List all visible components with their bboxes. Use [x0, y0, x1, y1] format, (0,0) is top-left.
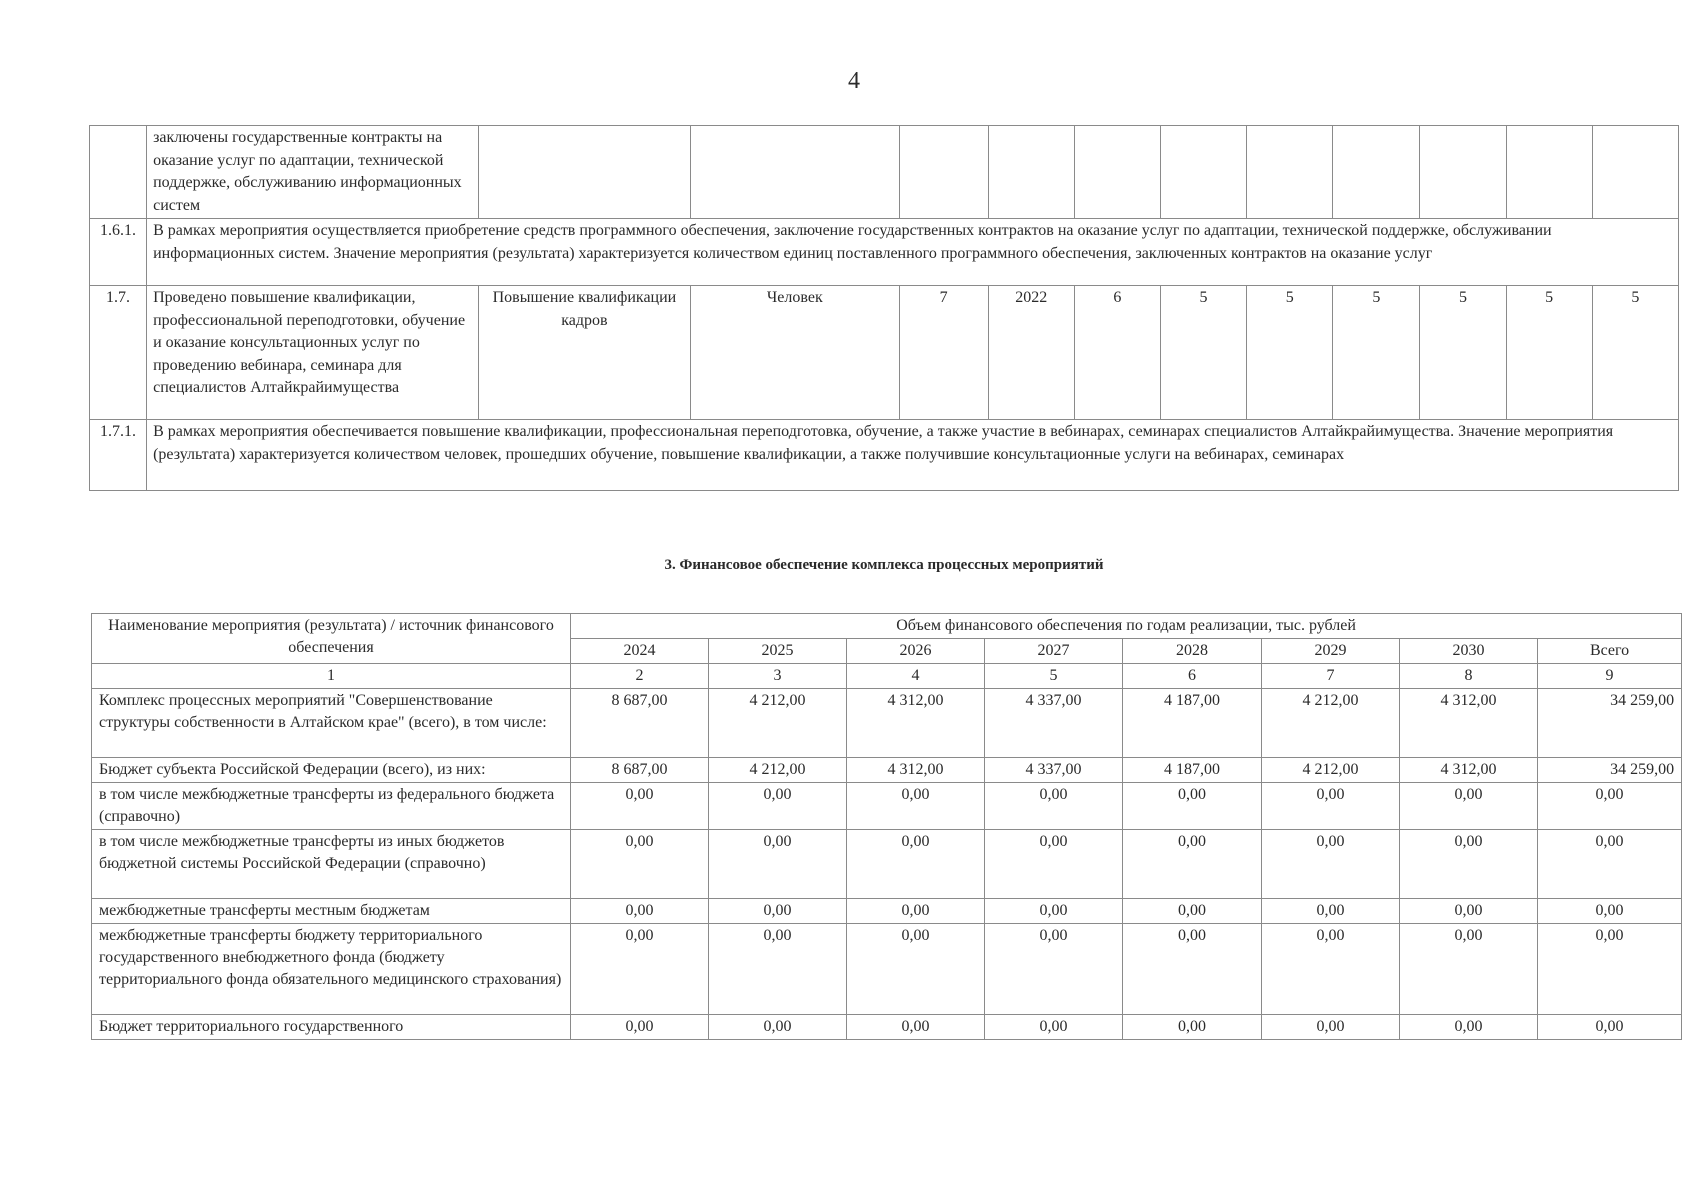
value-cell: 0,00 — [571, 830, 709, 899]
year-header: 2025 — [709, 639, 847, 664]
value-cell: 0,00 — [1123, 783, 1262, 830]
value-cell: 0,00 — [571, 783, 709, 830]
total-cell: 0,00 — [1538, 899, 1682, 924]
table-row — [92, 899, 1682, 924]
value-cell: 0,00 — [1123, 830, 1262, 899]
value-cell: 0,00 — [1400, 899, 1538, 924]
base-value: 7 — [899, 286, 988, 420]
table-row — [90, 219, 1679, 286]
row-name: межбюджетные трансферты местным бюджетам — [92, 899, 571, 924]
value-cell: 8 687,00 — [571, 689, 709, 758]
value-cell: 0,00 — [1400, 830, 1538, 899]
value-cell: 0,00 — [847, 830, 985, 899]
value-cell: 4 212,00 — [709, 689, 847, 758]
table-row — [92, 1015, 1682, 1040]
row-number: 1.7. — [90, 286, 147, 420]
table-row — [92, 783, 1682, 830]
value-cell: 0,00 — [1400, 783, 1538, 830]
value-cell: 0,00 — [709, 830, 847, 899]
value-cell: 0,00 — [1262, 783, 1400, 830]
table-row — [92, 924, 1682, 1015]
value-cell: 0,00 — [1123, 899, 1262, 924]
value-cell: 0,00 — [1123, 924, 1262, 1015]
total-cell: 34 259,00 — [1538, 689, 1682, 758]
value-cell: 0,00 — [847, 783, 985, 830]
value-cell: 0,00 — [1262, 924, 1400, 1015]
value-cell: 0,00 — [985, 830, 1123, 899]
value-cell: 0,00 — [709, 1015, 847, 1040]
unit: Человек — [691, 286, 899, 420]
value-cell: 5 — [1592, 286, 1678, 420]
value-cell: 0,00 — [1400, 1015, 1538, 1040]
table-row — [90, 286, 1679, 420]
value-cell: 0,00 — [1262, 830, 1400, 899]
value-cell: 0,00 — [847, 899, 985, 924]
total-cell: 34 259,00 — [1538, 758, 1682, 783]
base-year: 2022 — [988, 286, 1074, 420]
value-cell — [1074, 126, 1160, 219]
base-value — [899, 126, 988, 219]
result-type: Повышение квалификации кадров — [478, 286, 690, 420]
result-type — [478, 126, 690, 219]
value-cell: 4 187,00 — [1123, 758, 1262, 783]
row-number — [90, 126, 147, 219]
value-cell: 0,00 — [985, 783, 1123, 830]
value-cell: 5 — [1420, 286, 1506, 420]
table-row — [92, 830, 1682, 899]
row-number: 1.6.1. — [90, 219, 147, 286]
column-number: 7 — [1262, 664, 1400, 689]
value-cell: 6 — [1074, 286, 1160, 420]
value-cell: 4 212,00 — [1262, 758, 1400, 783]
name-column-header: Наименование мероприятия (результата) / источник финансового обеспечения — [92, 614, 571, 664]
row-name: Комплекс процессных мероприятий "Совершенствование структуры собственности в Алтайском крае" (всего), в том числе: — [92, 689, 571, 758]
value-cell: 0,00 — [985, 899, 1123, 924]
value-cell: 0,00 — [985, 1015, 1123, 1040]
table-row — [92, 758, 1682, 783]
value-cell: 4 337,00 — [985, 758, 1123, 783]
year-header: 2030 — [1400, 639, 1538, 664]
result-description: В рамках мероприятия осуществляется приобретение средств программного обеспечения, заключение государственных контрактов на оказание услуг по адаптации, технической поддержке, обслуживании информационных систем. Значение мероприятия (результата) характеризуется количеством единиц поставленного программного обеспечения, заключенных контрактов на оказание услуг — [147, 219, 1679, 286]
column-number: 5 — [985, 664, 1123, 689]
column-number: 1 — [92, 664, 571, 689]
row-number: 1.7.1. — [90, 420, 147, 491]
year-header: 2028 — [1123, 639, 1262, 664]
value-cell: 0,00 — [847, 924, 985, 1015]
value-cell: 0,00 — [1262, 1015, 1400, 1040]
total-cell: 0,00 — [1538, 783, 1682, 830]
total-cell: 0,00 — [1538, 830, 1682, 899]
table-row — [90, 126, 1679, 219]
value-cell: 0,00 — [571, 924, 709, 1015]
value-cell: 4 337,00 — [985, 689, 1123, 758]
section-title: 3. Финансовое обеспечение комплекса процессных мероприятий — [664, 557, 1104, 573]
table-row — [92, 689, 1682, 758]
column-number: 9 — [1538, 664, 1682, 689]
base-year — [988, 126, 1074, 219]
page-number: 4 — [848, 68, 860, 94]
value-cell: 0,00 — [1123, 1015, 1262, 1040]
value-cell: 0,00 — [1262, 899, 1400, 924]
column-number: 3 — [709, 664, 847, 689]
value-cell: 4 312,00 — [1400, 689, 1538, 758]
value-cell: 0,00 — [571, 1015, 709, 1040]
value-cell: 0,00 — [847, 1015, 985, 1040]
value-cell: 0,00 — [571, 899, 709, 924]
column-number: 2 — [571, 664, 709, 689]
volume-header: Объем финансового обеспечения по годам реализации, тыс. рублей — [571, 614, 1682, 639]
total-cell: 0,00 — [1538, 1015, 1682, 1040]
result-name: Проведено повышение квалификации, профессиональной переподготовки, обучение и оказание консультационных услуг по проведению вебинара, семинара для специалистов Алтайкрайимущества — [147, 286, 479, 420]
unit — [691, 126, 899, 219]
value-cell — [1506, 126, 1592, 219]
column-number: 4 — [847, 664, 985, 689]
value-cell: 0,00 — [709, 899, 847, 924]
column-number: 8 — [1400, 664, 1538, 689]
value-cell: 5 — [1247, 286, 1333, 420]
value-cell — [1592, 126, 1678, 219]
value-cell — [1420, 126, 1506, 219]
finance-table — [91, 613, 1682, 1040]
result-description: В рамках мероприятия обеспечивается повышение квалификации, профессиональная переподготовка, обучение, а также участие в вебинарах, семинарах специалистов Алтайкрайимущества. Значение мероприятия (результата) характеризуется количеством человек, прошедших обучение, повышение квалификации, а также получившие консультационные услуги на вебинарах, семинарах — [147, 420, 1679, 491]
value-cell: 4 312,00 — [847, 689, 985, 758]
year-header: 2027 — [985, 639, 1123, 664]
value-cell: 0,00 — [709, 924, 847, 1015]
result-name: заключены государственные контракты на оказание услуг по адаптации, технической поддержке, обслуживанию информационных систем — [147, 126, 479, 219]
row-name: в том числе межбюджетные трансферты из иных бюджетов бюджетной системы Российской Федерации (справочно) — [92, 830, 571, 899]
table-header-row — [92, 614, 1682, 639]
year-header: 2026 — [847, 639, 985, 664]
year-header: 2024 — [571, 639, 709, 664]
value-cell: 8 687,00 — [571, 758, 709, 783]
table-row — [90, 420, 1679, 491]
value-cell: 0,00 — [985, 924, 1123, 1015]
column-number-row — [92, 664, 1682, 689]
results-table — [89, 125, 1679, 491]
value-cell — [1333, 126, 1420, 219]
column-number: 6 — [1123, 664, 1262, 689]
value-cell: 0,00 — [709, 783, 847, 830]
row-name: межбюджетные трансферты бюджету территориального государственного внебюджетного фонда (бюджету территориального фонда обязательного медицинского страхования) — [92, 924, 571, 1015]
value-cell: 5 — [1333, 286, 1420, 420]
row-name: Бюджет территориального государственного — [92, 1015, 571, 1040]
value-cell: 4 187,00 — [1123, 689, 1262, 758]
value-cell — [1160, 126, 1246, 219]
value-cell: 4 312,00 — [1400, 758, 1538, 783]
year-header: 2029 — [1262, 639, 1400, 664]
value-cell — [1247, 126, 1333, 219]
value-cell: 4 212,00 — [1262, 689, 1400, 758]
row-name: в том числе межбюджетные трансферты из федерального бюджета (справочно) — [92, 783, 571, 830]
total-header: Всего — [1538, 639, 1682, 664]
value-cell: 0,00 — [1400, 924, 1538, 1015]
value-cell: 4 312,00 — [847, 758, 985, 783]
value-cell: 4 212,00 — [709, 758, 847, 783]
value-cell: 5 — [1506, 286, 1592, 420]
total-cell: 0,00 — [1538, 924, 1682, 1015]
row-name: Бюджет субъекта Российской Федерации (всего), из них: — [92, 758, 571, 783]
value-cell: 5 — [1160, 286, 1246, 420]
